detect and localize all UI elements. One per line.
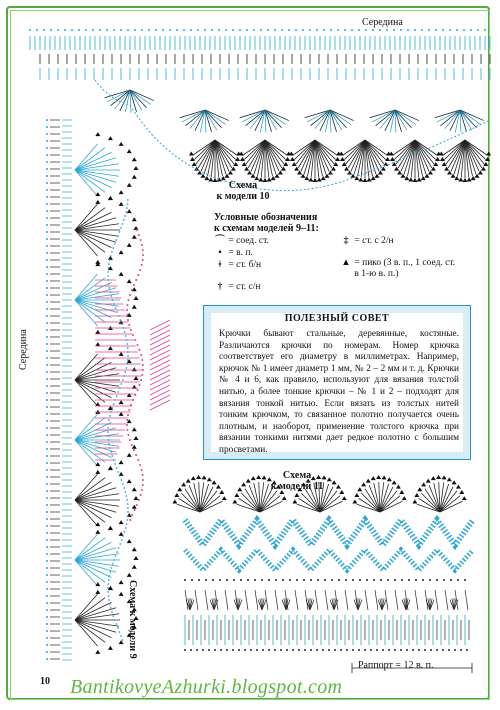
rapport-label: Раппорт = 12 в. п.: [358, 660, 434, 671]
schema-10-text: Схема к модели 10: [216, 180, 270, 202]
schema-11-caption: [252, 470, 342, 492]
single-crochet-icon: ǂ: [218, 260, 222, 270]
chain-icon: •: [218, 248, 222, 258]
watermark: BantikovyeAzhurki.blogspot.com: [70, 676, 343, 698]
middle-label-left: Середина: [18, 329, 29, 370]
double-crochet-icon: †: [217, 282, 223, 292]
legend-text: = в. п.: [228, 248, 253, 258]
legend-text: = ст. б/н: [228, 260, 262, 270]
legend-item-sc: [214, 260, 261, 271]
advice-title: ПОЛЕЗНЫЙ СОВЕТ: [284, 313, 390, 324]
legend-item-picot: [340, 258, 455, 280]
legend-text: = ст. с 2/н: [354, 236, 394, 246]
legend-text: = соед. ст.: [228, 236, 269, 246]
slip-stitch-icon: ⌒: [215, 236, 225, 246]
schema-11-text: Схема к модели 11: [270, 470, 324, 492]
schema-10-caption: [198, 180, 288, 202]
legend-title-text: Условные обозначения к схемам моделей 9–11:: [214, 212, 319, 234]
page-number: 10: [40, 676, 50, 687]
legend-item-chain: [214, 248, 253, 259]
treble-crochet-icon: ‡: [343, 236, 349, 246]
legend-item-slip-stitch: [214, 236, 269, 247]
advice-text: Крючки бывают стальные, деревянные, костяные. Различаются крючки по номерам. Номер крючка соответствует его диаметру в миллиметрах. Например, крючок № 1 имеет диаметр 1 мм, № 2 – 2 мм и т. д. Крючки № 4 и 6, как правило, используют для вязания толстой нитью, а более тонкие крючки – № 1 и 2 – подходят для вязания тонкой нитью. Если вязать из толстых нитей тонким крючком, то связанное полотно получается очень плотным, и наоборот, применение толстого крючка при вязании тонкими нитями дает редкое полотно с большим просветами.: [219, 329, 459, 455]
advice-content: [211, 313, 463, 455]
schema-9-caption: Схема к модели 9: [127, 580, 138, 659]
legend-item-tr: [340, 236, 394, 247]
legend-item-dc: [214, 282, 260, 293]
legend-text: = пико (3 в. п., 1 соед. ст. в 1-ю в. п.): [354, 258, 456, 279]
legend-title: [214, 212, 319, 234]
middle-label-top: Середина: [362, 17, 403, 28]
picot-icon: ▲: [341, 258, 351, 268]
legend-text: = ст. с/н: [228, 282, 261, 292]
